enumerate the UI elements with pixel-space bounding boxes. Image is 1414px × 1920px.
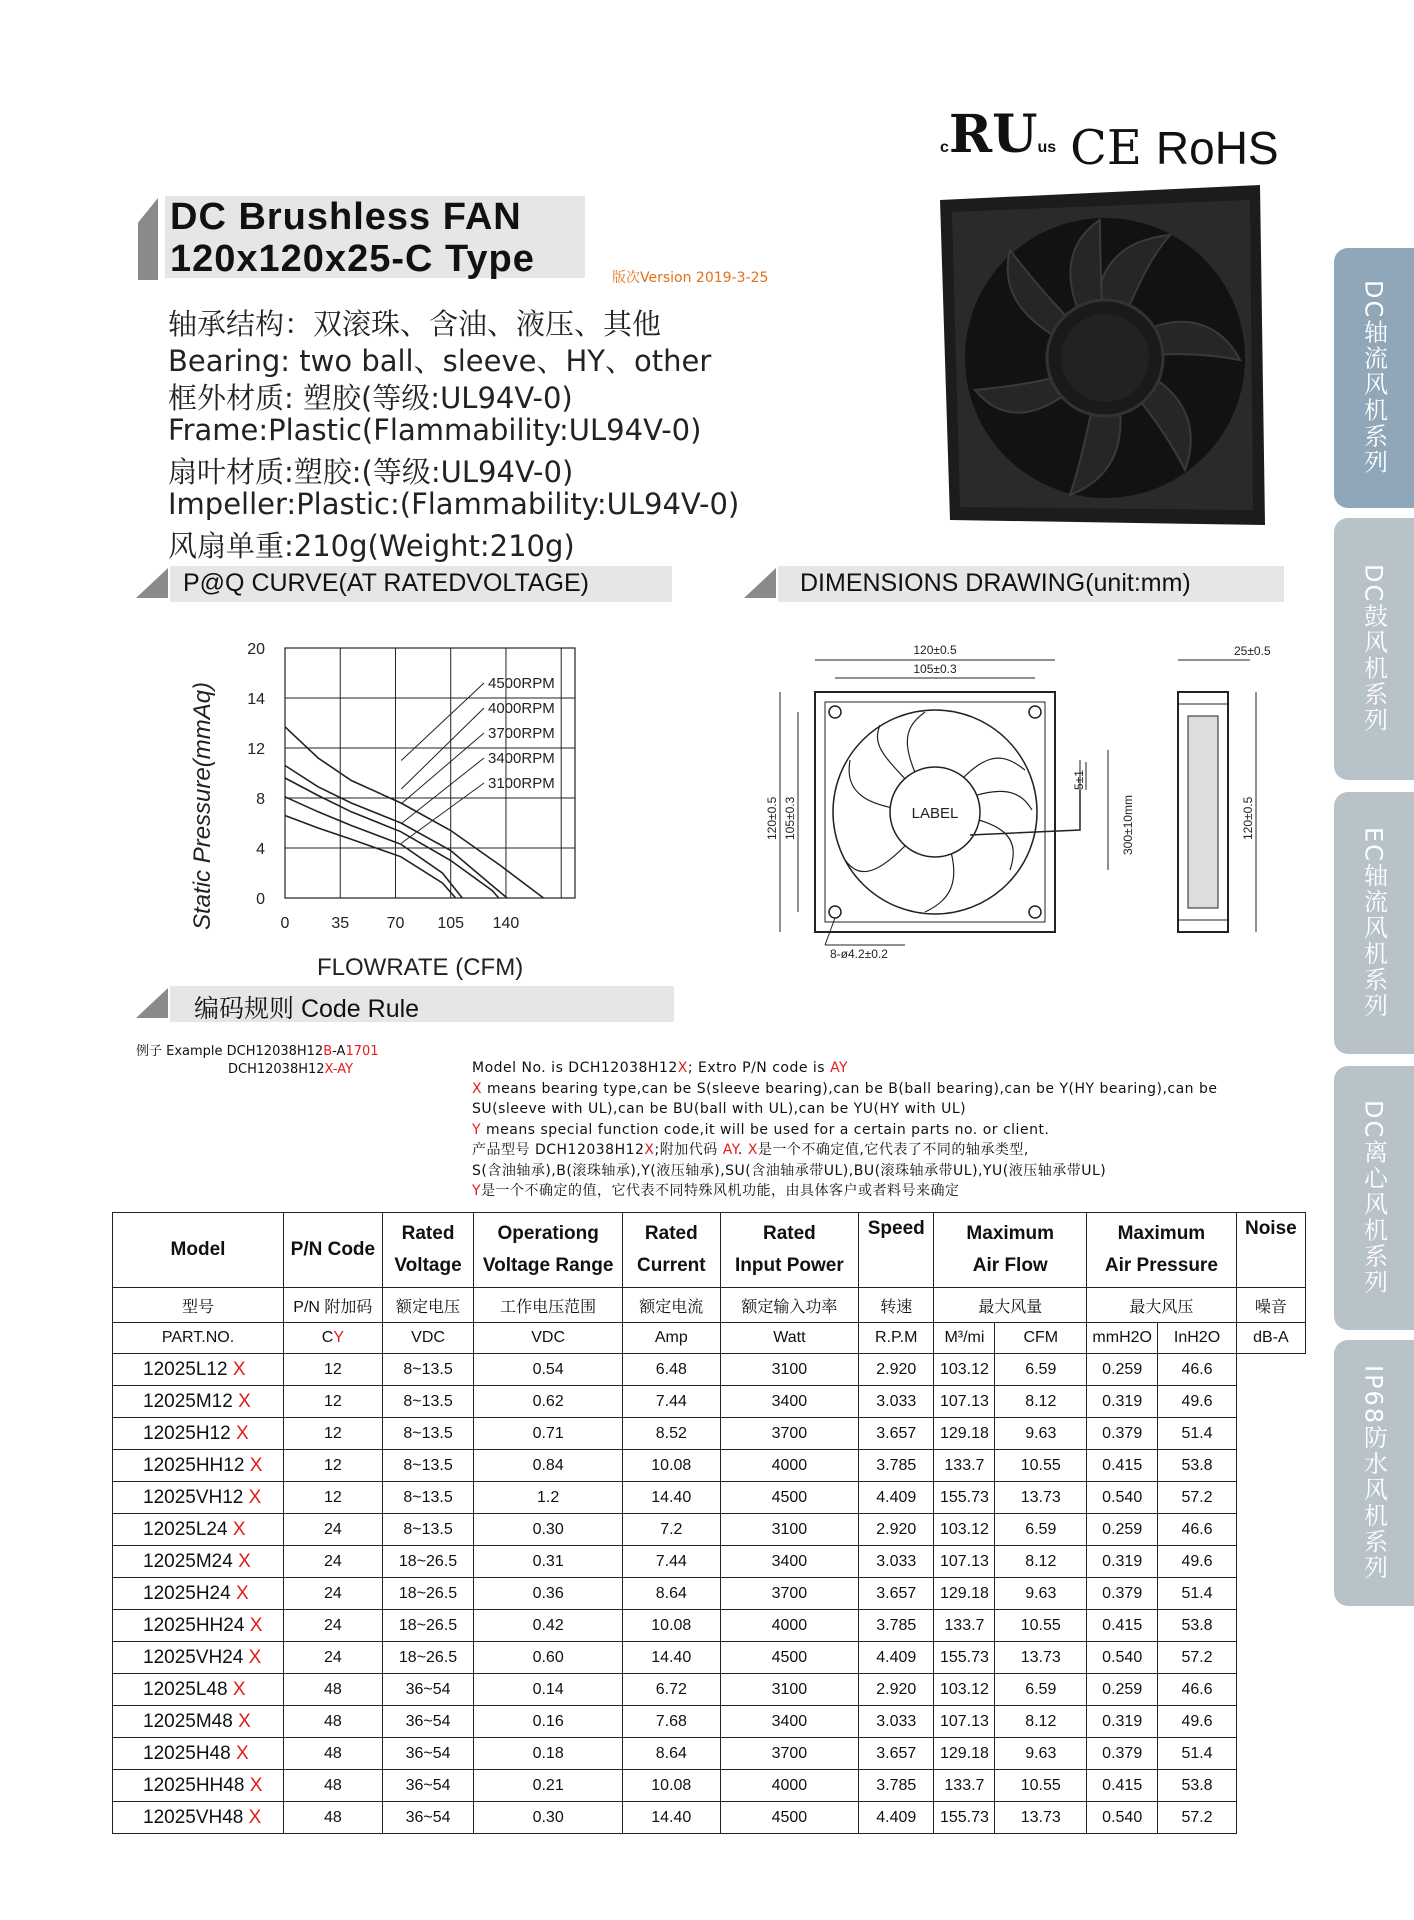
current-cell: 0.16 [474,1706,623,1738]
current-cell: 1.2 [474,1482,623,1514]
dim-width-outer: 120±0.5 [913,643,957,657]
pressure-in-cell: 0.379 [1087,1578,1158,1610]
range-cell: 36~54 [382,1706,474,1738]
dim-side-height: 120±0.5 [1241,796,1255,840]
pressure-mm-cell: 8.12 [995,1706,1087,1738]
rpm-cell: 3400 [720,1706,858,1738]
table-row [113,1738,1306,1770]
code-example-2: DCH12038H12X-AY [228,1062,354,1077]
pq-section-title: P@Q CURVE(AT RATEDVOLTAGE) [183,569,589,597]
model-cell: 12025H48 X [113,1738,284,1770]
range-cell: 18~26.5 [382,1642,474,1674]
y-tick-label: 12 [247,741,265,758]
y-tick-label: 14 [247,691,265,708]
spec-bearing-cn: 轴承结构：双滚珠、含油、液压、其他 [168,307,662,341]
power-cell: 8.64 [622,1578,720,1610]
airflow-m3-cell: 3.033 [859,1386,934,1418]
current-cell: 0.30 [474,1514,623,1546]
table-row [113,1802,1306,1834]
title-accent [138,198,158,280]
code-section-title: 编码规则 Code Rule [194,995,420,1023]
unit-row: PART.NO. CY VDC VDC Amp Watt R.P.M M³/mi CFM mmH2O InH2O dB-A [113,1323,1306,1354]
rpm-cell: 4500 [720,1482,858,1514]
table-row [113,1418,1306,1450]
tab-dc-axial-label: DC轴流风机系列 [1359,280,1388,476]
hdr-pn: P/N Code [284,1213,383,1288]
dim-lead-strip: 5±1 [1072,770,1086,790]
pressure-in-cell: 0.319 [1087,1706,1158,1738]
range-cell: 18~26.5 [382,1578,474,1610]
voltage-cell: 12 [284,1418,383,1450]
airflow-cfm-cell: 129.18 [934,1578,995,1610]
power-cell: 8.64 [622,1738,720,1770]
airflow-cfm-cell: 103.12 [934,1514,995,1546]
airflow-m3-cell: 2.920 [859,1674,934,1706]
spec-table [112,1212,1306,1834]
table-row [113,1482,1306,1514]
airflow-cfm-cell: 129.18 [934,1738,995,1770]
voltage-cell: 48 [284,1738,383,1770]
tab-ec-axial-label: EC轴流风机系列 [1359,827,1388,1019]
airflow-m3-cell: 3.657 [859,1418,934,1450]
ce-logo: CE [1070,120,1142,176]
table-row [113,1546,1306,1578]
noise-cell: 49.6 [1158,1706,1236,1738]
dim-lead-length: 300±10mm [1121,795,1135,855]
power-cell: 8.52 [622,1418,720,1450]
dim-width-inner: 105±0.3 [913,662,957,676]
airflow-cfm-cell: 155.73 [934,1482,995,1514]
range-cell: 18~26.5 [382,1546,474,1578]
noise-cell: 51.4 [1158,1418,1236,1450]
power-cell: 14.40 [622,1642,720,1674]
hdr-op-range: Operationg Voltage Range [474,1213,623,1288]
pressure-mm-cell: 9.63 [995,1738,1087,1770]
dim-holes: 8-ø4.2±0.2 [830,947,888,961]
ul-us: us [1037,139,1057,156]
pq-chart [180,620,600,990]
noise-cell: 51.4 [1158,1578,1236,1610]
power-cell: 7.68 [622,1706,720,1738]
range-cell: 36~54 [382,1674,474,1706]
table-row [113,1386,1306,1418]
hdr-pressure: Maximum Air Pressure [1087,1213,1237,1288]
code-line-5: 产品型号 DCH12038H12X;附加代码 AY. X是一个不确定值,它代表了不同的轴承类型, [472,1142,1029,1158]
dim-height-outer: 120±0.5 [765,796,779,840]
airflow-m3-cell: 2.920 [859,1354,934,1386]
rpm-cell: 4000 [720,1610,858,1642]
hdr-speed: Speed [859,1213,934,1288]
ul-c: c [940,139,949,156]
range-cell: 36~54 [382,1770,474,1802]
pn-code-cell: CY [284,1323,383,1354]
tab-ec-axial[interactable] [1334,792,1414,1054]
tab-dc-centrifugal-label: DC离心风机系列 [1359,1100,1388,1296]
pressure-in-cell: 0.259 [1087,1354,1158,1386]
pressure-mm-cell: 6.59 [995,1674,1087,1706]
pressure-mm-cell: 10.55 [995,1610,1087,1642]
rpm-cell: 3400 [720,1546,858,1578]
power-cell: 10.08 [622,1450,720,1482]
rpm-cell: 4000 [720,1450,858,1482]
noise-cell: 51.4 [1158,1738,1236,1770]
rpm-cell: 3100 [720,1514,858,1546]
product-subtitle: 120x120x25-C Type [170,238,535,280]
airflow-cfm-cell: 133.7 [934,1610,995,1642]
power-cell: 7.2 [622,1514,720,1546]
voltage-cell: 48 [284,1674,383,1706]
code-line-6: S(含油轴承),B(滚珠轴承),Y(液压轴承),SU(含油轴承带UL),BU(滚珠轴承带UL),YU(液压轴承带UL) [472,1162,1107,1179]
noise-cell: 49.6 [1158,1386,1236,1418]
airflow-cfm-cell: 129.18 [934,1418,995,1450]
range-cell: 18~26.5 [382,1610,474,1642]
pressure-mm-cell: 9.63 [995,1418,1087,1450]
table-row [113,1674,1306,1706]
table-row [113,1578,1306,1610]
hdr-rated-voltage: Rated Voltage [382,1213,474,1288]
power-cell: 10.08 [622,1770,720,1802]
tab-dc-blower[interactable] [1334,518,1414,780]
noise-cell: 53.8 [1158,1610,1236,1642]
pressure-in-cell: 0.415 [1087,1450,1158,1482]
tab-dc-blower-label: DC鼓风机系列 [1359,564,1388,734]
airflow-cfm-cell: 103.12 [934,1354,995,1386]
pressure-mm-cell: 6.59 [995,1514,1087,1546]
legend-label-3700RPM: 3700RPM [488,725,555,742]
range-cell: 8~13.5 [382,1482,474,1514]
pressure-mm-cell: 13.73 [995,1642,1087,1674]
airflow-cfm-cell: 107.13 [934,1546,995,1578]
rpm-cell: 4500 [720,1802,858,1834]
model-cell: 12025M24 X [113,1546,284,1578]
airflow-m3-cell: 3.657 [859,1578,934,1610]
airflow-m3-cell: 3.033 [859,1706,934,1738]
pressure-mm-cell: 13.73 [995,1802,1087,1834]
code-rule-description [472,1058,1218,1202]
current-cell: 0.71 [474,1418,623,1450]
code-line-7: Y是一个不确定的值，它代表不同特殊风机功能，由具体客户或者料号来确定 [472,1183,960,1199]
current-cell: 0.14 [474,1674,623,1706]
code-line-4: Y means special function code,it will be used for a certain parts no. or client. [472,1121,1050,1138]
voltage-cell: 48 [284,1706,383,1738]
current-cell: 0.62 [474,1386,623,1418]
dim-height-inner: 105±0.3 [783,796,797,840]
voltage-cell: 12 [284,1386,383,1418]
range-cell: 8~13.5 [382,1354,474,1386]
y-tick-label: 0 [256,891,265,908]
x-tick-label: 70 [386,915,405,932]
version-label: 版次Version 2019-3-25 [612,270,769,286]
voltage-cell: 24 [284,1610,383,1642]
voltage-cell: 48 [284,1802,383,1834]
airflow-cfm-cell: 155.73 [934,1802,995,1834]
model-cell: 12025HH12 X [113,1450,284,1482]
code-line-2: X means bearing type,can be S(sleeve bearing),can be B(ball bearing),can be Y(HY bearing),can be [472,1080,1218,1097]
range-cell: 8~13.5 [382,1514,474,1546]
hdr-noise: Noise [1236,1213,1305,1288]
header-row [113,1213,1306,1288]
dims-section-mark [744,568,776,598]
pressure-in-cell: 0.319 [1087,1386,1158,1418]
table-row [113,1610,1306,1642]
noise-cell: 46.6 [1158,1354,1236,1386]
airflow-m3-cell: 3.785 [859,1610,934,1642]
current-cell: 0.60 [474,1642,623,1674]
voltage-cell: 24 [284,1546,383,1578]
noise-cell: 53.8 [1158,1450,1236,1482]
legend-label-4000RPM: 4000RPM [488,700,555,717]
pressure-mm-cell: 10.55 [995,1770,1087,1802]
voltage-cell: 12 [284,1354,383,1386]
cn-header-row: 型号 P/N 附加码 额定电压 工作电压范围 额定电流 额定输入功率 转速 最大风量 最大风压 噪音 [113,1288,1306,1323]
power-cell: 14.40 [622,1802,720,1834]
pressure-in-cell: 0.540 [1087,1642,1158,1674]
airflow-cfm-cell: 103.12 [934,1674,995,1706]
pressure-mm-cell: 10.55 [995,1450,1087,1482]
current-cell: 0.84 [474,1450,623,1482]
noise-cell: 46.6 [1158,1514,1236,1546]
lead-wire [970,790,1080,835]
pressure-in-cell: 0.415 [1087,1770,1158,1802]
voltage-cell: 24 [284,1642,383,1674]
x-tick-label: 0 [280,915,290,932]
model-cell: 12025M12 X [113,1386,284,1418]
hdr-model: Model [113,1213,284,1288]
current-cell: 0.42 [474,1610,623,1642]
model-cell: 12025HH24 X [113,1610,284,1642]
noise-cell: 49.6 [1158,1546,1236,1578]
model-cell: 12025M48 X [113,1706,284,1738]
y-tick-label: 20 [247,641,265,658]
pressure-mm-cell: 6.59 [995,1354,1087,1386]
rpm-cell: 4000 [720,1770,858,1802]
power-cell: 14.40 [622,1482,720,1514]
airflow-cfm-cell: 133.7 [934,1770,995,1802]
range-cell: 8~13.5 [382,1386,474,1418]
code-section-mark [136,988,168,1018]
airflow-cfm-cell: 133.7 [934,1450,995,1482]
pressure-in-cell: 0.415 [1087,1610,1158,1642]
chart-legend [401,675,554,843]
table-row [113,1706,1306,1738]
rpm-cell: 3400 [720,1386,858,1418]
code-line-3: SU(sleeve with UL),can be BU(ball with UL),can be YU(HY with UL) [472,1101,967,1117]
product-title: DC Brushless FAN [170,196,522,238]
model-cell: 12025H24 X [113,1578,284,1610]
pressure-in-cell: 0.259 [1087,1674,1158,1706]
spec-frame-en: Frame:Plastic(Flammability:UL94V-0) [168,413,702,447]
legend-label-3400RPM: 3400RPM [488,750,555,767]
fan-photo [930,180,1270,550]
airflow-cfm-cell: 107.13 [934,1706,995,1738]
table-row [113,1770,1306,1802]
model-cell: 12025H12 X [113,1418,284,1450]
pressure-in-cell: 0.379 [1087,1738,1158,1770]
airflow-m3-cell: 3.033 [859,1546,934,1578]
power-cell: 10.08 [622,1610,720,1642]
pressure-in-cell: 0.540 [1087,1802,1158,1834]
model-cell: 12025L24 X [113,1514,284,1546]
rpm-cell: 3100 [720,1354,858,1386]
table-row [113,1642,1306,1674]
y-tick-label: 8 [256,791,265,808]
airflow-cfm-cell: 155.73 [934,1642,995,1674]
power-cell: 7.44 [622,1386,720,1418]
pressure-in-cell: 0.319 [1087,1546,1158,1578]
current-cell: 0.18 [474,1738,623,1770]
current-cell: 0.30 [474,1802,623,1834]
x-tick-label: 35 [331,915,350,932]
airflow-m3-cell: 4.409 [859,1802,934,1834]
rpm-cell: 3100 [720,1674,858,1706]
chart-ylabel: Static Pressure(mmAq) [189,681,216,930]
rpm-cell: 3700 [720,1738,858,1770]
dimensions-drawing [750,640,1310,970]
code-line-1: Model No. is DCH12038H12X; Extro P/N code is AY [472,1060,849,1076]
spec-impeller-en: Impeller:Plastic:(Flammability:UL94V-0) [168,487,740,521]
dims-section-title: DIMENSIONS DRAWING(unit:mm) [800,569,1191,597]
spec-bearing-en: Bearing: two ball、sleeve、HY、other [168,344,712,378]
x-tick-label: 105 [437,915,465,932]
airflow-m3-cell: 3.785 [859,1770,934,1802]
rpm-cell: 3700 [720,1418,858,1450]
range-cell: 36~54 [382,1738,474,1770]
pressure-mm-cell: 13.73 [995,1482,1087,1514]
hdr-airflow: Maximum Air Flow [934,1213,1087,1288]
current-cell: 0.21 [474,1770,623,1802]
rohs-logo: RoHS [1155,122,1279,174]
range-cell: 8~13.5 [382,1450,474,1482]
legend-label-3100RPM: 3100RPM [488,775,555,792]
model-cell: 12025VH12 X [113,1482,284,1514]
pressure-mm-cell: 8.12 [995,1386,1087,1418]
voltage-cell: 48 [284,1770,383,1802]
spec-impeller-cn: 扇叶材质:塑胶:(等级:UL94V-0) [168,455,574,489]
tab-dc-axial[interactable] [1334,248,1414,508]
pressure-in-cell: 0.379 [1087,1418,1158,1450]
x-tick-label: 140 [492,915,520,932]
voltage-cell: 12 [284,1450,383,1482]
airflow-cfm-cell: 107.13 [934,1386,995,1418]
hub-label: LABEL [911,805,959,822]
pressure-mm-cell: 8.12 [995,1546,1087,1578]
ul-logo [940,104,1057,174]
rpm-cell: 4500 [720,1642,858,1674]
range-cell: 36~54 [382,1802,474,1834]
voltage-cell: 24 [284,1514,383,1546]
pressure-in-cell: 0.540 [1087,1482,1158,1514]
tab-dc-centrifugal[interactable] [1334,1066,1414,1330]
series-line-3100RPM [285,816,456,899]
y-tick-label: 4 [256,841,265,858]
dim-thickness: 25±0.5 [1234,644,1271,658]
power-cell: 6.72 [622,1674,720,1706]
noise-cell: 57.2 [1158,1802,1236,1834]
rpm-cell: 3700 [720,1578,858,1610]
code-example-1: 例子 Example DCH12038H12B-A1701 [136,1044,379,1059]
model-cell: 12025HH48 X [113,1770,284,1802]
model-cell: 12025L48 X [113,1674,284,1706]
table-row [113,1514,1306,1546]
power-cell: 6.48 [622,1354,720,1386]
tab-ip68-label: IP68防水风机系列 [1359,1364,1388,1582]
current-cell: 0.31 [474,1546,623,1578]
spec-weight: 风扇单重:210g(Weight:210g) [168,529,575,563]
chart-xlabel: FLOWRATE (CFM) [317,954,524,981]
certification-logos [940,104,1279,176]
power-cell: 7.44 [622,1546,720,1578]
legend-label-4500RPM: 4500RPM [488,675,555,692]
range-cell: 8~13.5 [382,1418,474,1450]
mount-hole-br [1029,906,1041,918]
mount-hole-tr [1029,706,1041,718]
airflow-m3-cell: 3.657 [859,1738,934,1770]
spec-frame-cn: 框外材质: 塑胶(等级:UL94V-0) [168,381,573,415]
pressure-mm-cell: 9.63 [995,1578,1087,1610]
airflow-m3-cell: 4.409 [859,1482,934,1514]
tab-ip68[interactable] [1334,1340,1414,1606]
pq-section-mark [136,568,168,598]
mount-hole-tl [829,706,841,718]
airflow-m3-cell: 2.920 [859,1514,934,1546]
table-row [113,1354,1306,1386]
voltage-cell: 24 [284,1578,383,1610]
hdr-power: Rated Input Power [720,1213,858,1288]
hdr-current: Rated Current [622,1213,720,1288]
current-cell: 0.36 [474,1578,623,1610]
noise-cell: 57.2 [1158,1642,1236,1674]
noise-cell: 53.8 [1158,1770,1236,1802]
model-cell: 12025L12 X [113,1354,284,1386]
model-cell: 12025VH48 X [113,1802,284,1834]
airflow-m3-cell: 4.409 [859,1642,934,1674]
airflow-m3-cell: 3.785 [859,1450,934,1482]
table-row [113,1450,1306,1482]
ul-mark: RU [948,104,1038,165]
model-cell: 12025VH24 X [113,1642,284,1674]
noise-cell: 57.2 [1158,1482,1236,1514]
mount-hole-bl [829,906,841,918]
noise-cell: 46.6 [1158,1674,1236,1706]
current-cell: 0.54 [474,1354,623,1386]
voltage-cell: 12 [284,1482,383,1514]
pressure-in-cell: 0.259 [1087,1514,1158,1546]
